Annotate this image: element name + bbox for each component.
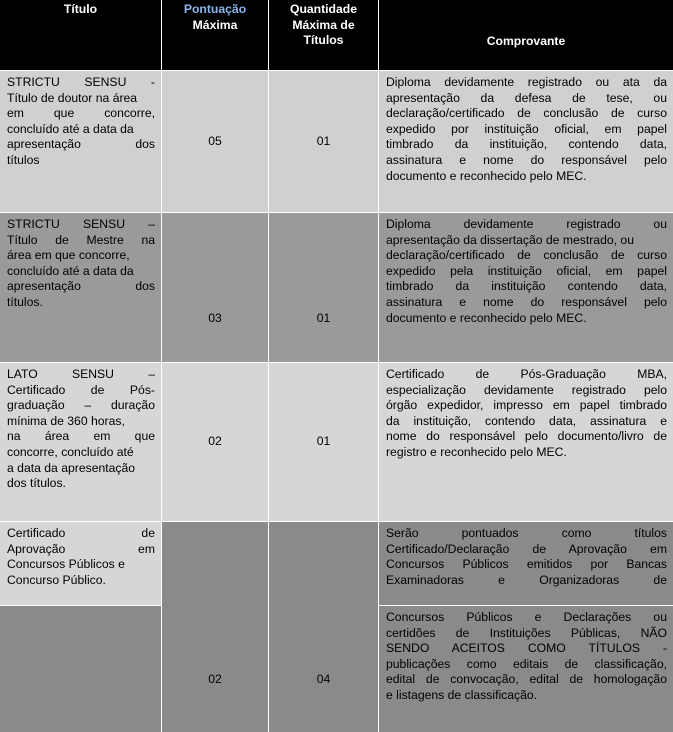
row3-titulo-line: mínima de 360 horas, (7, 413, 125, 428)
row4-comprovante-line: Certificado/Declaração de Aprovação em (386, 541, 667, 556)
row5-comprovante-line: publicações como editais de classificação, (386, 656, 667, 671)
row1-pontuacao (162, 71, 268, 212)
row5-pontuacao-value: 02 (208, 672, 222, 686)
header-quantidade (269, 0, 378, 70)
row2-titulo-line: títulos. (7, 294, 43, 309)
row5-pontuacao (162, 522, 268, 732)
row3-titulo-line: graduação – duração (7, 398, 155, 413)
row3-quantidade (269, 363, 378, 521)
row3-titulo-line: concorre, concluído até (7, 444, 134, 459)
row4-titulo-line: Aprovação em (7, 541, 155, 556)
row2-titulo (0, 213, 161, 362)
row2-comprovante-line: documento e reconhecido pelo MEC. (386, 310, 587, 325)
header-pontuacao-line2: Máxima (192, 17, 238, 32)
row5-quantidade (269, 522, 378, 732)
row4-comprovante (379, 522, 673, 605)
row2-comprovante-line: timbrado da instituição contendo data, (386, 279, 667, 294)
row3-quantidade-value: 01 (316, 434, 331, 449)
row2-comprovante-line: assinatura e nome do responsável pelo (386, 294, 667, 309)
row3-titulo-line: dos títulos. (7, 476, 66, 491)
row3-comprovante-line: nome do responsável pelo documento/livro de (386, 429, 667, 444)
row2-titulo-line: apresentação dos (7, 279, 155, 294)
header-quantidade-line2: Máxima de (292, 17, 355, 32)
row5-quantidade-value: 04 (316, 672, 331, 686)
row3-titulo-line: a data da apresentação (7, 460, 136, 475)
row4-comprovante-line: Serão pontuados como títulos (386, 526, 667, 540)
row3-comprovante-line: Certificado de Pós-Graduação MBA, (386, 367, 667, 381)
row2-titulo-line: STRICTU SENSU – (7, 217, 155, 231)
row3-titulo-line: LATO SENSU – (7, 367, 155, 381)
row1-comprovante-line: expedido por instituição oficial, em papel (386, 121, 667, 136)
row3-titulo-line: Certificado de Pós- (7, 382, 155, 397)
row4-comprovante-line: Concursos Públicos emitidos por Bancas (386, 557, 667, 572)
row3-comprovante-line: da instituição, contendo data, assinatura e (386, 413, 667, 428)
row1-comprovante (379, 71, 673, 212)
row5-comprovante-line: e listagens de classificação. (386, 687, 538, 702)
header-titulo-text: Título (63, 2, 98, 16)
row4-titulo-line: Concursos Públicos e (7, 557, 125, 572)
row1-comprovante-line: Diploma devidamente registrado ou ata da (386, 75, 667, 89)
row4-titulo (0, 522, 161, 605)
row1-comprovante-line: apresentação da defesa de tese, ou (386, 90, 667, 105)
row1-titulo (0, 71, 161, 212)
row2-quantidade (269, 213, 378, 362)
row2-pontuacao (162, 213, 268, 362)
row1-comprovante-line: documento e reconhecido pelo MEC. (386, 168, 587, 183)
row3-titulo-line: na área em que (7, 429, 155, 444)
row2-titulo-line: concluído até a data da (7, 263, 134, 278)
header-quantidade-line3: Títulos (303, 33, 344, 48)
row4-comprovante-line: Examinadoras e Organizadoras de (386, 572, 667, 587)
row2-comprovante-line: Diploma devidamente registrado ou (386, 217, 667, 231)
row5-comprovante-line: SENDO ACEITOS COMO TÍTULOS - (386, 641, 667, 656)
row3-comprovante-line: órgão expedidor, impresso em papel timbrado (386, 398, 667, 413)
row4-titulo-line: Concurso Público. (7, 572, 106, 587)
row2-quantidade-value: 01 (316, 311, 331, 325)
header-comprovante-text: Comprovante (486, 34, 566, 49)
row1-quantidade (269, 71, 378, 212)
row1-quantidade-value: 01 (316, 133, 331, 148)
row5-comprovante-line: Concursos Públicos e Declarações ou (386, 610, 667, 624)
row3-comprovante (379, 363, 673, 521)
header-comprovante (379, 0, 673, 70)
row2-pontuacao-value: 03 (208, 311, 222, 325)
row2-comprovante-line: expedido pela instituição oficial, em papel (386, 263, 667, 278)
row1-comprovante-line: declaração/certificado de conclusão de curso (386, 106, 667, 121)
row1-comprovante-line: assinatura e nome do responsável pelo (386, 152, 667, 167)
row1-titulo-line: títulos (7, 152, 40, 167)
row1-titulo-line: STRICTU SENSU - (7, 75, 155, 89)
row1-titulo-line: concluído até a data da (7, 121, 134, 136)
row1-pontuacao-value: 05 (208, 133, 222, 148)
row1-titulo-line: apresentação dos (7, 137, 155, 152)
row1-titulo-line: Título de doutor na área (7, 90, 138, 105)
row2-comprovante-line: apresentação da dissertação de mestrado, ou (386, 232, 634, 247)
row2-comprovante-line: declaração/certificado de conclusão de curso (386, 248, 667, 263)
row3-comprovante-line: especialização devidamente registrado pelo (386, 382, 667, 397)
row4-titulo-line: Certificado de (7, 526, 155, 540)
row3-pontuacao-value: 02 (208, 434, 222, 449)
row2-titulo-line: Título de Mestre na (7, 232, 155, 247)
row1-comprovante-line: timbrado da instituição, contendo data, (386, 137, 667, 152)
row5-titulo (0, 606, 161, 732)
header-titulo (0, 0, 161, 70)
row3-titulo (0, 363, 161, 521)
header-pontuacao-line1: Pontuação (183, 2, 247, 16)
row5-comprovante (379, 606, 673, 732)
row3-comprovante-line: registro e reconhecido pelo MEC. (386, 444, 567, 459)
row2-titulo-line: área em que concorre, (7, 248, 130, 263)
row1-titulo-line: em que concorre, (7, 106, 155, 121)
row5-comprovante-line: edital de convocação, edital de homologação (386, 672, 667, 687)
row5-comprovante-line: certidões de Instituições Públicas, NÃO (386, 625, 667, 640)
header-pontuacao (162, 0, 268, 70)
row3-pontuacao (162, 363, 268, 521)
row2-comprovante (379, 213, 673, 362)
header-quantidade-line1: Quantidade (289, 2, 358, 16)
